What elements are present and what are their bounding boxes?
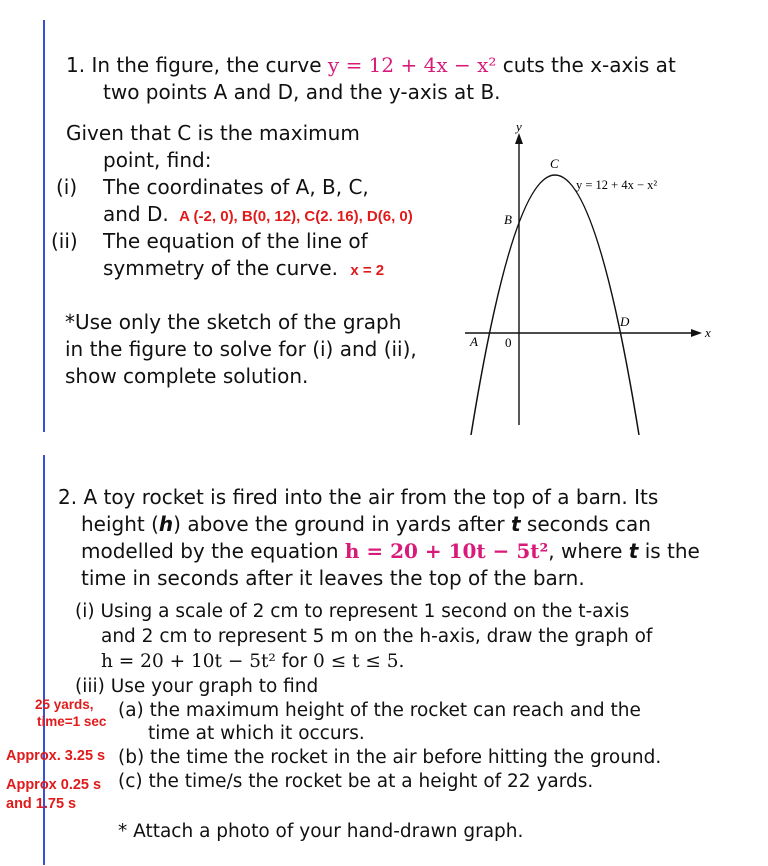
q1-note-line1: *Use only the sketch of the graph bbox=[65, 310, 402, 334]
q2-t-symbol-2: t bbox=[628, 539, 639, 563]
q2-part-i-for: for bbox=[275, 651, 314, 672]
q1-given-line2: point, find: bbox=[103, 148, 212, 172]
label-d: D bbox=[620, 314, 630, 329]
q1-part-i-text: and D. bbox=[103, 202, 169, 226]
q2-h-symbol: h bbox=[158, 512, 174, 536]
q1-line1-tail: cuts the x-axis at bbox=[496, 53, 676, 77]
q2-line4: time in seconds after it leaves the top of the barn. bbox=[81, 566, 585, 590]
q2-line2-c: seconds can bbox=[520, 512, 651, 536]
label-c: C bbox=[550, 156, 559, 171]
q1-note-line3: show complete solution. bbox=[65, 364, 309, 388]
q1-given-line1: Given that C is the maximum bbox=[66, 121, 360, 145]
q2-a-answer-line2: time=1 sec bbox=[37, 714, 107, 729]
q1-part-i-line1: The coordinates of A, B, C, bbox=[103, 175, 369, 199]
q1-part-ii-answer: x = 2 bbox=[350, 262, 385, 279]
q2-part-i-equation: h = 20 + 10t − 5t² bbox=[101, 651, 276, 672]
q2-part-i-line1: (i) Using a scale of 2 cm to represent 1 second on the t-axis bbox=[75, 601, 630, 622]
label-origin: 0 bbox=[505, 335, 512, 350]
q2-a-answer-line1: 25 yards, bbox=[35, 697, 94, 712]
q1-part-ii-text: symmetry of the curve. bbox=[103, 256, 338, 280]
label-b: B bbox=[504, 212, 512, 227]
q1-part-ii-line1: The equation of the line of bbox=[103, 229, 368, 253]
q2-line3 bbox=[81, 538, 700, 565]
x-axis-arrow bbox=[691, 329, 702, 337]
q1-part-ii-number: (ii) bbox=[51, 229, 78, 253]
q2-line2 bbox=[81, 511, 651, 538]
q2-line2-b: ) above the ground in yards after bbox=[173, 512, 512, 536]
q1-line1 bbox=[66, 52, 676, 79]
q2-c-answer-line1: Approx 0.25 s bbox=[6, 777, 102, 793]
q2-b-line: (b) the time the rocket in the air before hitting the ground. bbox=[118, 747, 662, 768]
q2-c-answer-line2: and 1.75 s bbox=[6, 796, 77, 812]
q2-line3-b: , where bbox=[548, 539, 629, 563]
q1-part-i-line2 bbox=[103, 201, 413, 230]
q2-line1: 2. A toy rocket is fired into the air from the top of a barn. Its bbox=[58, 485, 659, 509]
label-x: x bbox=[705, 325, 711, 340]
q1-part-i-number: (i) bbox=[56, 175, 78, 199]
q2-line2-a: height ( bbox=[81, 512, 159, 536]
q2-part-i-line3 bbox=[101, 649, 404, 675]
margin-line-top bbox=[43, 20, 45, 432]
y-axis-arrow bbox=[515, 133, 523, 144]
curve-equation-label: y = 12 + 4x − x² bbox=[576, 178, 658, 192]
q1-part-ii-line2 bbox=[103, 255, 384, 284]
q2-line3-a: modelled by the equation bbox=[81, 539, 345, 563]
q2-c-line: (c) the time/s the rocket be at a height of 22 yards. bbox=[118, 771, 594, 792]
q2-part-i-line2: and 2 cm to represent 5 m on the h-axis, draw the graph of bbox=[101, 626, 653, 647]
q2-b-answer: Approx. 3.25 s bbox=[6, 748, 106, 764]
q2-t-symbol: t bbox=[511, 512, 521, 536]
q2-part-iii: (iii) Use your graph to find bbox=[75, 676, 319, 697]
q1-line1-text: 1. In the figure, the curve bbox=[66, 53, 328, 77]
q1-note-line2: in the figure to solve for (i) and (ii), bbox=[65, 337, 417, 361]
label-a: A bbox=[470, 334, 478, 349]
label-y: y bbox=[516, 119, 522, 134]
q2-a-line1: (a) the maximum height of the rocket can reach and the bbox=[118, 700, 641, 721]
q1-line2: two points A and D, and the y-axis at B. bbox=[103, 80, 501, 104]
q1-part-i-answer: A (-2, 0), B(0, 12), C(2. 16), D(6, 0) bbox=[179, 208, 413, 225]
q2-attach-note: * Attach a photo of your hand-drawn graph. bbox=[118, 821, 524, 842]
q1-parabola-figure bbox=[455, 115, 755, 435]
q2-part-i-range: 0 ≤ t ≤ 5. bbox=[313, 651, 405, 672]
q2-equation: h = 20 + 10t − 5t² bbox=[344, 539, 549, 563]
q2-line3-c: is the bbox=[638, 539, 700, 563]
q2-a-line2: time at which it occurs. bbox=[148, 723, 365, 744]
parabola-curve bbox=[471, 175, 639, 435]
q1-equation: y = 12 + 4x − x² bbox=[327, 53, 497, 77]
